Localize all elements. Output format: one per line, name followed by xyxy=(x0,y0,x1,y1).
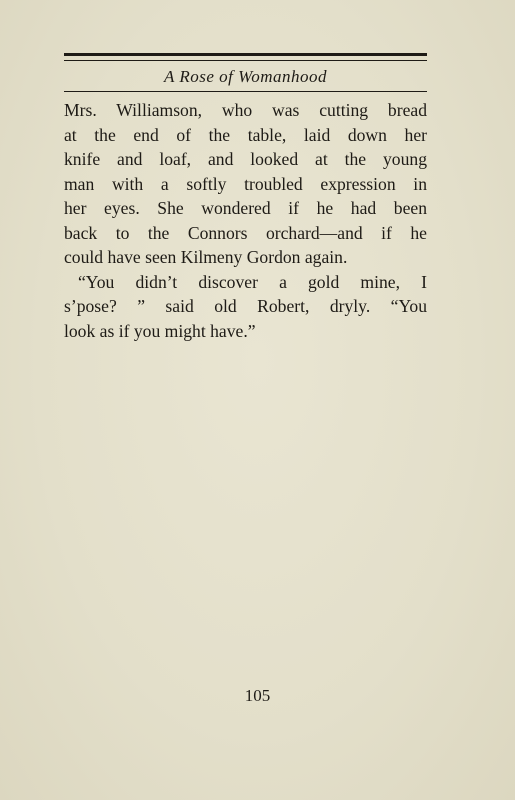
header-rule-thick xyxy=(64,53,427,56)
paragraph xyxy=(64,98,427,270)
text-line: her eyes. She wondered if he had been xyxy=(64,198,427,218)
text-line: man with a softly troubled expression in xyxy=(64,173,427,194)
running-title: A Rose of Womanhood xyxy=(164,67,327,86)
text-line: “You didn’t discover a gold mine, I xyxy=(78,271,427,292)
paragraph xyxy=(64,270,427,344)
body-text xyxy=(64,98,427,343)
header-rule-thin-lower xyxy=(64,91,427,92)
text-line: look as if you might have.” xyxy=(64,320,256,341)
page-number: 105 xyxy=(244,686,271,705)
header-rule-thin-upper xyxy=(64,60,427,61)
text-line: Mrs. Williamson, who was cutting bread xyxy=(64,100,427,120)
text-line: s’pose? ” said old Robert, dryly. “You xyxy=(64,296,427,316)
text-line: back to the Connors orchard—and if he xyxy=(64,222,427,243)
text-line: could have seen Kilmeny Gordon again. xyxy=(64,247,348,267)
text-line: at the end of the table, laid down her xyxy=(64,124,427,145)
text-line: knife and loaf, and looked at the young xyxy=(64,149,427,169)
